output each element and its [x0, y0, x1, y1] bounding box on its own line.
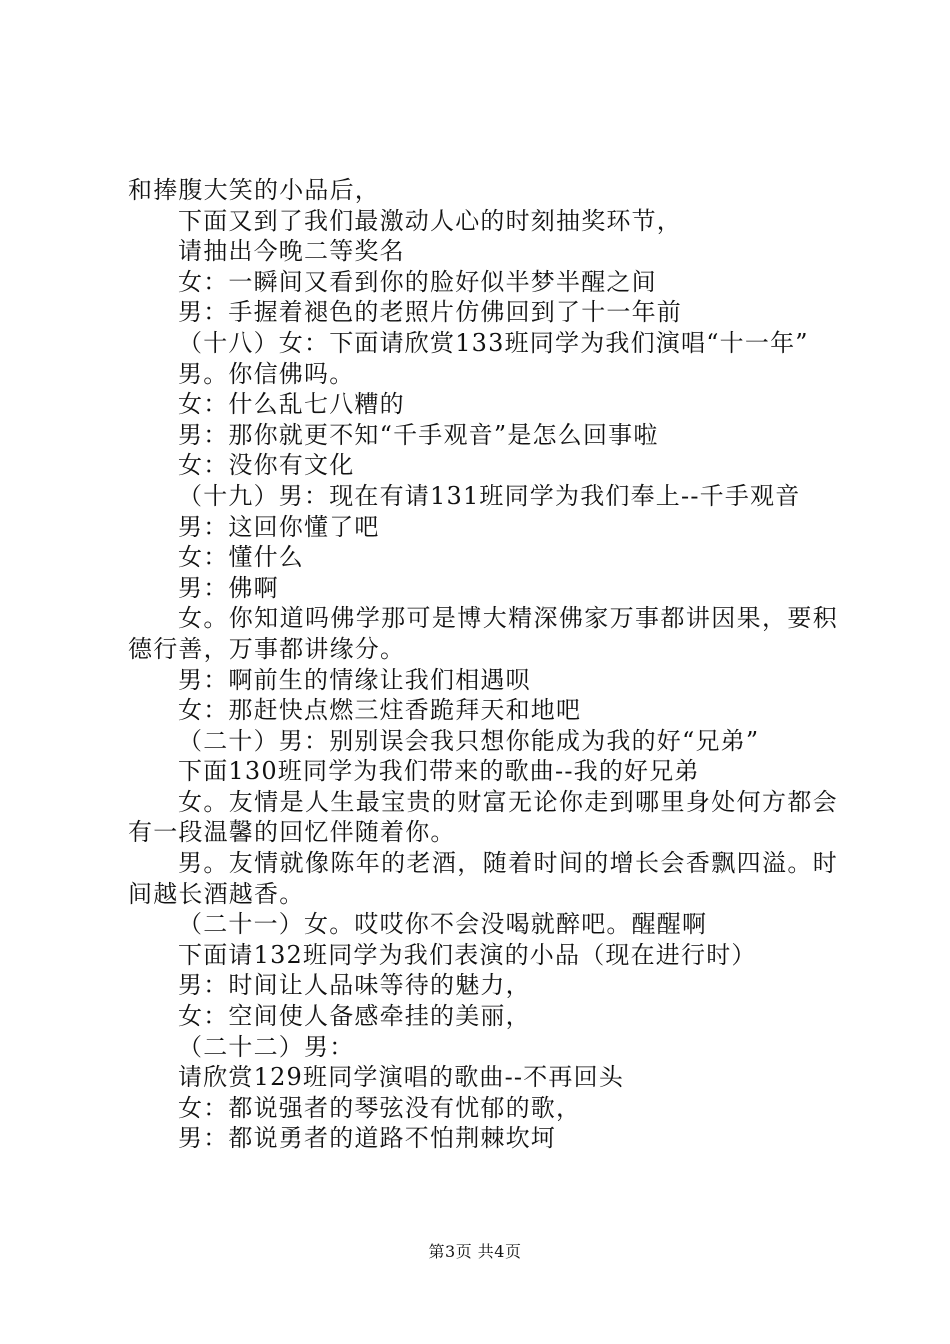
paragraph: （二十）男：别别误会我只想你能成为我的好“兄弟” [178, 726, 760, 755]
paragraph: 男：手握着褪色的老照片仿佛回到了十一年前 [178, 298, 682, 327]
paragraph: （十八）女：下面请欣赏133班同学为我们演唱“十一年” [178, 328, 809, 357]
paragraph: 请抽出今晚二等奖名 [178, 237, 405, 266]
paragraph: 女：那赶快点燃三炷香跪拜天和地吧 [178, 696, 582, 725]
document-body [128, 175, 838, 1154]
paragraph: 女：一瞬间又看到你的脸好似半梦半醒之间 [178, 267, 657, 296]
paragraph: 女：懂什么 [178, 543, 304, 572]
paragraph: 女。你知道吗佛学那可是博大精深佛家万事都讲因果，要积德行善，万事都讲缘分。 [128, 604, 838, 663]
paragraph: （二十二）男： [178, 1032, 355, 1061]
paragraph: 男：这回你懂了吧 [178, 512, 380, 541]
paragraph: 男：佛啊 [178, 573, 279, 602]
paragraph: 和捧腹大笑的小品后， [128, 176, 380, 204]
page-footer: 第3页 共4页 [428, 1242, 522, 1261]
paragraph: 男：那你就更不知“千手观音”是怎么回事啦 [178, 420, 659, 449]
paragraph: 女。友情是人生最宝贵的财富无论你走到哪里身处何方都会有一段温馨的回忆伴随着你。 [128, 787, 838, 847]
paragraph: 下面130班同学为我们带来的歌曲--我的好兄弟 [178, 757, 700, 786]
paragraph: 女：什么乱七八糟的 [178, 390, 405, 419]
paragraph: 女：都说强者的琴弦没有忧郁的歌， [178, 1093, 582, 1122]
paragraph: 女：没你有文化 [178, 451, 355, 480]
paragraph: 男：啊前生的情缘让我们相遇呗 [178, 665, 531, 694]
paragraph: 男：时间让人品味等待的魅力， [178, 971, 531, 1000]
paragraph: （十九）男：现在有请131班同学为我们奉上--千手观音 [178, 481, 801, 510]
paragraph: 男：都说勇者的道路不怕荆棘坎坷 [178, 1124, 556, 1153]
paragraph: 下面请132班同学为我们表演的小品（现在进行时） [178, 940, 757, 969]
paragraph: 请欣赏129班同学演唱的歌曲--不再回头 [178, 1063, 625, 1092]
paragraph: 男。友情就像陈年的老酒，随着时间的增长会香飘四溢。时间越长酒越香。 [128, 849, 838, 908]
paragraph: 下面又到了我们最激动人心的时刻抽奖环节， [178, 206, 682, 235]
paragraph: 男。你信佛吗。 [178, 359, 355, 388]
paragraph: （二十一）女。哎哎你不会没喝就醉吧。醒醒啊 [178, 910, 708, 939]
paragraph: 女：空间使人备感牵挂的美丽， [178, 1002, 531, 1031]
